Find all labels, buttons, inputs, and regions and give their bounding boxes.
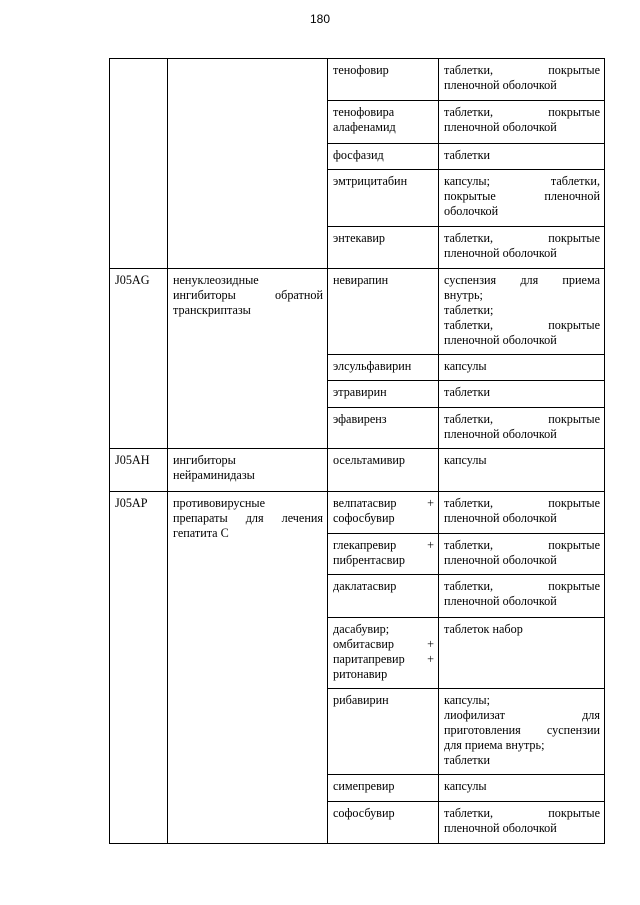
drug-name: дасабувир; омбитасвир + паритапревир + ритонавир (328, 618, 439, 689)
drug-name: тенофовир (328, 59, 439, 101)
group-name-cell (168, 59, 328, 269)
drug-name: фосфазид (328, 144, 439, 170)
drug-table (109, 58, 605, 844)
table-row (110, 269, 605, 355)
dosage-form: таблеток набор (439, 618, 605, 689)
dosage-form: таблетки, покрытые пленочной оболочкой (439, 492, 605, 534)
dosage-form: таблетки (439, 381, 605, 408)
group-name-cell: ненуклеозидные ингибиторы обратной транскриптазы (168, 269, 328, 449)
drug-name: симепревир (328, 775, 439, 802)
dosage-form: таблетки, покрытые пленочной оболочкой (439, 575, 605, 618)
drug-name: энтекавир (328, 227, 439, 269)
atc-code-cell (110, 59, 168, 269)
drug-name: элсульфавирин (328, 355, 439, 381)
dosage-form: капсулы (439, 775, 605, 802)
dosage-form: капсулы (439, 355, 605, 381)
drug-name: софосбувир (328, 802, 439, 844)
atc-code: J05AG (115, 273, 150, 287)
dosage-form: таблетки, покрытые пленочной оболочкой (439, 227, 605, 269)
drug-name: невирапин (328, 269, 439, 355)
dosage-form: таблетки (439, 144, 605, 170)
dosage-form: таблетки, покрытые пленочной оболочкой (439, 408, 605, 449)
dosage-form: таблетки, покрытые пленочной оболочкой (439, 534, 605, 575)
drug-name: тенофовира алафенамид (328, 101, 439, 144)
dosage-form: таблетки, покрытые пленочной оболочкой (439, 59, 605, 101)
dosage-form: таблетки, покрытые пленочной оболочкой (439, 101, 605, 144)
table-row (110, 449, 605, 492)
drug-name: рибавирин (328, 689, 439, 775)
drug-name: даклатасвир (328, 575, 439, 618)
drug-name: глекапревир + пибрентасвир (328, 534, 439, 575)
atc-code: J05AP (115, 496, 148, 510)
page-number: 180 (309, 12, 331, 26)
dosage-form: капсулы; таблетки, покрытые пленочной оболочкой (439, 170, 605, 227)
drug-name: велпатасвир + софосбувир (328, 492, 439, 534)
dosage-form: таблетки, покрытые пленочной оболочкой (439, 802, 605, 844)
dosage-form: капсулы; лиофилизат для приготовления суспензии для приема внутрь; таблетки (439, 689, 605, 775)
atc-code-cell (110, 492, 168, 844)
table-row (110, 59, 605, 101)
atc-code: J05AH (115, 453, 150, 467)
dosage-form: суспензия для приема внутрь; таблетки; таблетки, покрытые пленочной оболочкой (439, 269, 605, 355)
drug-name: осельтамивир (328, 449, 439, 492)
atc-code-cell (110, 269, 168, 449)
drug-name: эмтрицитабин (328, 170, 439, 227)
group-name-cell: ингибиторы нейраминидазы (168, 449, 328, 492)
drug-name: этравирин (328, 381, 439, 408)
table-row (110, 492, 605, 534)
atc-code-cell (110, 449, 168, 492)
drug-name: эфавиренз (328, 408, 439, 449)
dosage-form: капсулы (439, 449, 605, 492)
group-name-cell: противовирусные препараты для лечения гепатита С (168, 492, 328, 844)
